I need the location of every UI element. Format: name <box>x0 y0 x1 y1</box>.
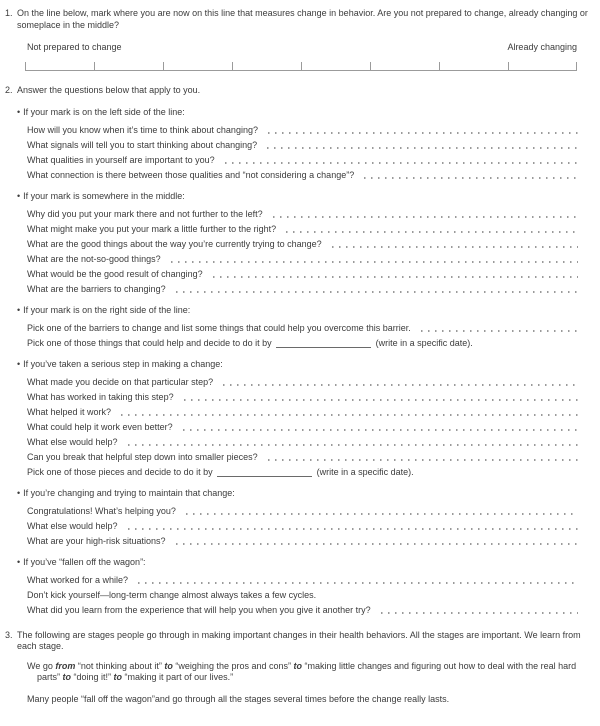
question-row <box>27 154 590 166</box>
question-suffix: (write in a specific date). <box>375 337 473 348</box>
dotted-answer-line <box>381 612 578 614</box>
question-row <box>27 574 590 586</box>
group-heading-text: If your mark is on the right side of the line: <box>23 304 191 315</box>
scale-tick-icon <box>232 62 233 70</box>
dotted-answer-line <box>213 276 578 278</box>
question-text: What might make you put your mark a little further to the right? <box>27 223 277 234</box>
question-group <box>5 305 590 349</box>
question-group <box>5 191 590 295</box>
question-row <box>27 589 590 601</box>
question-2-number: 2. <box>5 85 13 95</box>
scale-tick-icon <box>370 62 371 70</box>
bullet-icon: • <box>17 487 21 498</box>
dotted-answer-line <box>332 246 578 248</box>
scale-tick-icon <box>508 62 509 70</box>
question-text: What qualities in yourself are important to you? <box>27 154 215 165</box>
question-text: What connection is there between those qualities and “not considering a change”? <box>27 169 355 180</box>
stage-connector-word: to <box>62 672 72 682</box>
question-1-text: On the line below, mark where you are now on this line that measures change in behavior. Are you not prepared to change, already changing or someplace in the middle? <box>17 8 588 30</box>
question-row <box>27 451 590 463</box>
question-row <box>27 268 590 280</box>
change-scale <box>25 61 577 71</box>
question-text: What are the good things about the way you’re currently trying to change? <box>27 238 322 249</box>
question-row <box>27 139 590 151</box>
question-row <box>27 223 590 235</box>
dotted-answer-line <box>286 231 578 233</box>
scale-tick-icon <box>439 62 440 70</box>
stage-text: “doing it!” <box>71 672 114 682</box>
group-heading <box>17 557 590 569</box>
question-3-number: 3. <box>5 629 13 640</box>
stages-sentence <box>27 661 590 684</box>
question-1-number: 1. <box>5 8 13 18</box>
scale-tick-icon <box>163 62 164 70</box>
stage-text: “weighing the pros and cons” <box>172 660 294 671</box>
dotted-answer-line <box>225 162 578 164</box>
question-row <box>27 169 590 181</box>
dotted-answer-line <box>186 513 578 515</box>
question-text: How will you know when it’s time to think about changing? <box>27 124 258 135</box>
closing-sentence: Many people “fall off the wagon”and go through all the stages several times before the change really lasts. <box>27 693 450 704</box>
question-text: What signals will tell you to start thinking about changing? <box>27 139 258 150</box>
question-row <box>27 322 590 334</box>
question-row <box>27 604 590 616</box>
question-row <box>27 208 590 220</box>
question-row <box>27 376 590 388</box>
dotted-answer-line <box>171 261 578 263</box>
group-heading-text: If you’re changing and trying to maintain that change: <box>23 487 235 498</box>
question-text: What are your high-risk situations? <box>27 535 166 546</box>
scale-right-label: Already changing <box>507 42 577 52</box>
question-text: What helped it work? <box>27 406 112 417</box>
question-text: Pick one of those pieces and decide to do it by <box>27 466 213 477</box>
question-3 <box>5 630 590 653</box>
group-heading-text: If your mark is on the left side of the line: <box>23 106 185 117</box>
question-group <box>5 488 590 547</box>
question-3-text: The following are stages people go through in making important changes in their health behaviors. All the stages are important. We learn from each stage. <box>17 629 581 651</box>
group-heading-text: If you’ve “fallen off the wagon”: <box>23 556 146 567</box>
dotted-answer-line <box>184 399 578 401</box>
question-row <box>27 535 590 547</box>
question-2-text: Answer the questions below that apply to you. <box>17 85 201 95</box>
question-suffix: (write in a specific date). <box>316 466 414 477</box>
stage-text: “making it part of our lives.” <box>122 672 234 682</box>
bullet-icon: • <box>17 190 21 201</box>
dotted-answer-line <box>138 582 578 584</box>
group-heading <box>17 191 590 203</box>
dotted-answer-line <box>121 414 578 416</box>
question-text: What would be the good result of changing? <box>27 268 203 279</box>
question-text: Congratulations! What’s helping you? <box>27 505 176 516</box>
dotted-answer-line <box>128 444 578 446</box>
question-text: Can you break that helpful step down into smaller pieces? <box>27 451 258 462</box>
question-row <box>27 238 590 250</box>
question-group <box>5 557 590 616</box>
dotted-answer-line <box>176 543 578 545</box>
dotted-answer-line <box>364 177 578 179</box>
question-text: What are the not-so-good things? <box>27 253 161 264</box>
group-heading <box>17 488 590 500</box>
question-text: What are the barriers to changing? <box>27 283 166 294</box>
question-row <box>27 520 590 532</box>
question-text: What has worked in taking this step? <box>27 391 174 402</box>
date-blank-line <box>276 338 371 348</box>
dotted-answer-line <box>183 429 578 431</box>
question-text: What else would help? <box>27 436 118 447</box>
question-2 <box>5 85 590 97</box>
group-heading <box>17 107 590 119</box>
stage-connector-word: to <box>293 660 302 671</box>
question-row <box>27 124 590 136</box>
question-row <box>27 406 590 418</box>
question-row <box>27 337 590 349</box>
question-text: Don’t kick yourself—long-term change almost always takes a few cycles. <box>27 589 317 600</box>
bullet-icon: • <box>17 304 21 315</box>
question-row <box>27 421 590 433</box>
question-text: Pick one of those things that could help and decide to do it by <box>27 337 272 348</box>
question-row <box>27 391 590 403</box>
dotted-answer-line <box>268 132 578 134</box>
question-text: What did you learn from the experience that will help you when you give it another try? <box>27 604 371 615</box>
bullet-icon: • <box>17 358 21 369</box>
stage-connector-word: to <box>113 672 123 682</box>
stage-text: “making little changes and figuring out how to deal with the real hard parts” <box>37 660 577 682</box>
group-heading-text: If your mark is somewhere in the middle: <box>23 190 185 201</box>
dotted-answer-line <box>128 528 578 530</box>
question-1 <box>5 8 590 31</box>
question-text: Pick one of the barriers to change and list some things that could help you overcome this barrier. <box>27 322 411 333</box>
scale-tick-icon <box>576 62 577 70</box>
dotted-answer-line <box>176 291 578 293</box>
question-row <box>27 436 590 448</box>
dotted-answer-line <box>421 330 578 332</box>
question-group <box>5 107 590 181</box>
dotted-answer-line <box>267 147 578 149</box>
stage-connector-word: to <box>164 660 173 671</box>
question-row <box>27 253 590 265</box>
group-heading <box>17 305 590 317</box>
scale-left-label: Not prepared to change <box>27 42 122 52</box>
question-text: What made you decide on that particular step? <box>27 376 214 387</box>
stage-text: We go <box>27 660 56 671</box>
scale-tick-icon <box>25 62 26 70</box>
dotted-answer-line <box>268 459 578 461</box>
group-heading-text: If you’ve taken a serious step in making a change: <box>23 358 223 369</box>
question-text: What else would help? <box>27 520 118 531</box>
question-text: What worked for a while? <box>27 574 129 585</box>
question-groups <box>5 107 590 616</box>
dotted-answer-line <box>223 384 578 386</box>
bullet-icon: • <box>17 106 21 117</box>
dotted-answer-line <box>273 216 578 218</box>
scale-tick-icon <box>94 62 95 70</box>
question-row <box>27 466 590 478</box>
question-text: Why did you put your mark there and not further to the left? <box>27 208 263 219</box>
stage-text: “not thinking about it” <box>75 660 165 671</box>
date-blank-line <box>217 467 312 477</box>
scale-tick-icon <box>301 62 302 70</box>
question-row <box>27 283 590 295</box>
bullet-icon: • <box>17 556 21 567</box>
question-row <box>27 505 590 517</box>
group-heading <box>17 359 590 371</box>
scale-labels <box>25 42 577 53</box>
stage-connector-word: from <box>55 660 76 671</box>
question-group <box>5 359 590 478</box>
question-text: What could help it work even better? <box>27 421 173 432</box>
